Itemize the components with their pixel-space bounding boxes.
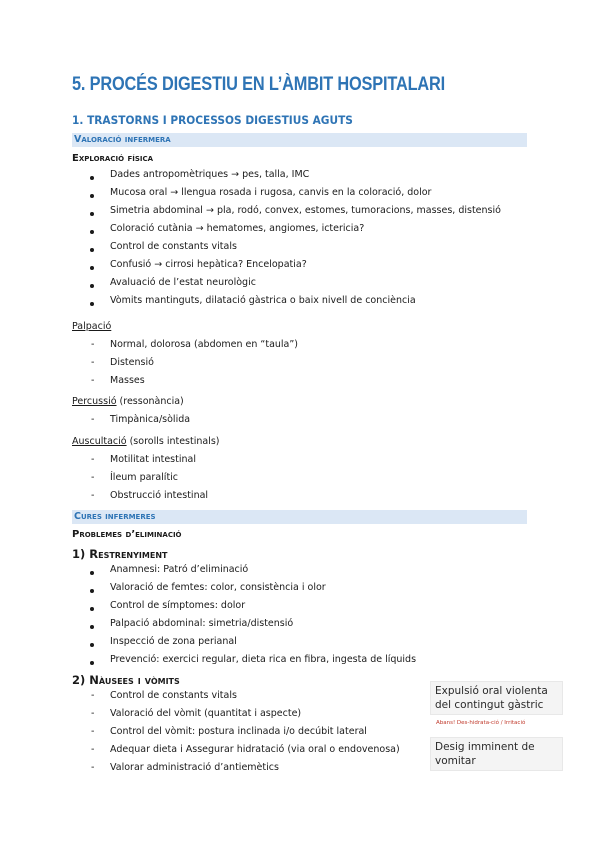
list-item: Palpació abdominal: simetria/distensió [110,618,294,629]
exploracio-heading: Exploració física [72,153,154,164]
list-bullet [90,571,94,575]
page-title: 5. PROCÉS DIGESTIU EN L’ÀMBIT HOSPITALARI [72,74,446,95]
list-bullet [90,194,94,198]
list-item: Íleum paralític [110,472,179,483]
list-item: Simetria abdominal → pla, rodó, convex, estomes, tumoracions, masses, distensió [110,205,501,216]
section-heading: 1. TRASTORNS I PROCESSOS DIGESTIUS AGUTS [72,113,353,127]
cures-heading: Cures infermeres [74,511,156,522]
list-item: Control del vòmit: postura inclinada i/o decúbit lateral [110,726,367,737]
dash-marker: - [91,357,95,368]
list-item: Adequar dieta i Assegurar hidratació (via oral o endovenosa) [110,744,400,755]
annotation-box: Desig imminent de vomitar [430,737,563,771]
dash-marker: - [91,708,95,719]
dash-marker: - [91,490,95,501]
dash-marker: - [91,726,95,737]
dash-marker: - [91,744,95,755]
list-item: Control de constants vitals [110,241,237,252]
list-item: Dades antropomètriques → pes, talla, IMC [110,169,310,180]
list-item: Valoració del vòmit (quantitat i aspecte) [110,708,302,719]
list-bullet [90,625,94,629]
list-item: Obstrucció intestinal [110,490,209,501]
list-bullet [90,661,94,665]
list-item: Avaluació de l’estat neurològic [110,277,256,288]
list-item: Vòmits mantinguts, dilatació gàstrica o baix nivell de conciència [110,295,416,306]
list-item: Prevenció: exercici regular, dieta rica en fibra, ingesta de líquids [110,654,417,665]
list-item: Mucosa oral → llengua rosada i rugosa, canvis en la coloració, dolor [110,187,432,198]
list-bullet [90,212,94,216]
list-item: Timpànica/sòlida [110,414,191,425]
list-bullet [90,176,94,180]
list-bullet [90,230,94,234]
list-item: Valoració de femtes: color, consistència i olor [110,582,326,593]
dash-marker: - [91,339,95,350]
list-bullet [90,302,94,306]
dash-marker: - [91,762,95,773]
list-item: Distensió [110,357,154,368]
list-bullet [90,607,94,611]
dash-marker: - [91,454,95,465]
list-item: Anamnesi: Patró d’eliminació [110,564,249,575]
list-item: Confusió → cirrosi hepàtica? Encelopatia? [110,259,307,270]
list-bullet [90,248,94,252]
auscultacio-heading: Auscultació (sorolls intestinals) [72,436,220,447]
annotation-box: Expulsió oral violenta del contingut gàstric [430,681,563,715]
palpacio-heading: Palpació [72,321,112,332]
nausees-heading: 2) Nàusees i vòmits [72,673,180,687]
problemes-heading: Problemes d’eliminació [72,529,182,540]
list-item: Valorar administració d’antiemètics [110,762,279,773]
list-item: Motilitat intestinal [110,454,196,465]
list-item: Control de constants vitals [110,690,237,701]
list-item: Inspecció de zona perianal [110,636,237,647]
list-bullet [90,284,94,288]
valoracio-heading: Valoració infermera [74,134,171,145]
list-item: Masses [110,375,145,386]
list-item: Coloració cutània → hematomes, angiomes, ictericia? [110,223,365,234]
list-bullet [90,589,94,593]
list-bullet [90,643,94,647]
dash-marker: - [91,472,95,483]
list-bullet [90,266,94,270]
annotation-red-note: Abans! Des-hidrata-ció / Irritació [436,720,526,726]
dash-marker: - [91,414,95,425]
dash-marker: - [91,375,95,386]
dash-marker: - [91,690,95,701]
list-item: Normal, dolorosa (abdomen en “taula”) [110,339,299,350]
list-item: Control de símptomes: dolor [110,600,246,611]
percussio-heading: Percussió (ressonància) [72,396,184,407]
restrenyiment-heading: 1) Restrenyiment [72,547,168,561]
